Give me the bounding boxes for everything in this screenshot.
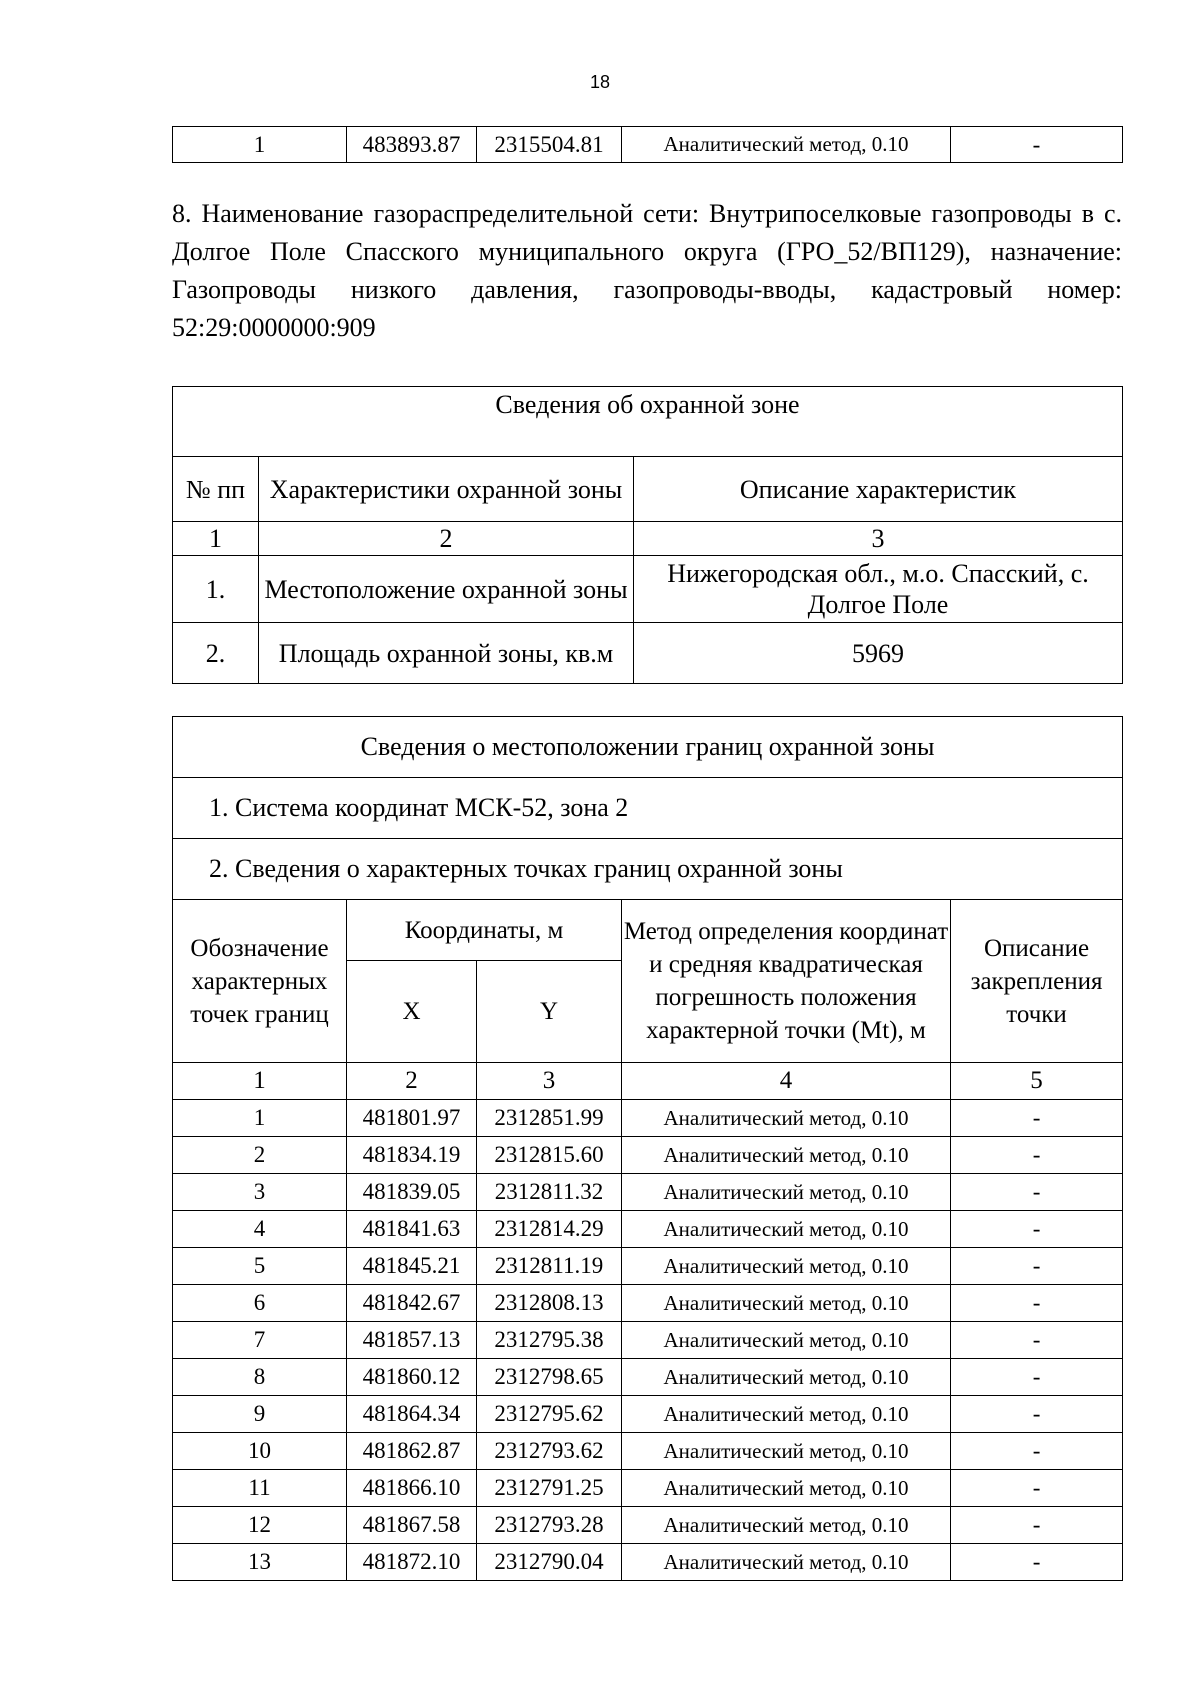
table-row (173, 1285, 1123, 1322)
method-cell: Аналитический метод, 0.10 (622, 1396, 951, 1433)
point-cell: 10 (173, 1433, 347, 1470)
method-cell: Аналитический метод, 0.10 (622, 1322, 951, 1359)
y-cell: 2312793.28 (477, 1507, 622, 1544)
table-row (173, 1211, 1123, 1248)
coord-system: 1. Система координат МСК-52, зона 2 (173, 778, 1123, 839)
fixing-cell: - (951, 127, 1123, 163)
method-cell: Аналитический метод, 0.10 (622, 1433, 951, 1470)
table-row (173, 1396, 1123, 1433)
fixing-cell: - (951, 1359, 1123, 1396)
table-row (173, 1100, 1123, 1137)
header-fixing: Описание закрепления точки (951, 900, 1123, 1063)
network-description: 8. Наименование газораспределительной сети: Внутрипоселковые газопроводы в с. Долгое Поле Спасского муниципального округа (ГРО_52/ВП129), назначение: Газопроводы низкого давления, газопроводы-вводы, кадастровый номер: 52:29:0000000:909 (172, 199, 1122, 342)
method-cell: Аналитический метод, 0.10 (622, 1507, 951, 1544)
header-characteristic: Характеристики охранной зоны (259, 457, 634, 522)
fixing-cell: - (951, 1433, 1123, 1470)
x-cell: 481857.13 (347, 1322, 477, 1359)
method-cell: Аналитический метод, 0.10 (622, 1174, 951, 1211)
point-cell: 7 (173, 1322, 347, 1359)
protection-zone-table (172, 386, 1123, 684)
table-row (173, 1359, 1123, 1396)
table-row (173, 1433, 1123, 1470)
x-cell: 481872.10 (347, 1544, 477, 1581)
boundary-table-title: Сведения о местоположении границ охранной зоны (173, 717, 1123, 778)
boundary-rows (173, 1100, 1123, 1581)
table-row (173, 1470, 1123, 1507)
y-cell: 2312798.65 (477, 1359, 622, 1396)
row-description: 5969 (634, 623, 1123, 684)
x-cell: 481839.05 (347, 1174, 477, 1211)
row-num: 1. (173, 556, 259, 623)
y-cell: 2312811.19 (477, 1248, 622, 1285)
column-number: 1 (173, 1063, 347, 1100)
header-method: Метод определения координат и средняя квадратическая погрешность положения характерной точки (Mt), м (622, 900, 951, 1063)
x-cell: 481862.87 (347, 1433, 477, 1470)
row-num: 2. (173, 623, 259, 684)
table-row (173, 1174, 1123, 1211)
column-number: 4 (622, 1063, 951, 1100)
point-cell: 11 (173, 1470, 347, 1507)
fixing-cell: - (951, 1248, 1123, 1285)
fixing-cell: - (951, 1544, 1123, 1581)
header-coordinates: Координаты, м (347, 900, 622, 961)
page-number: 18 (589, 72, 611, 92)
y-cell: 2312808.13 (477, 1285, 622, 1322)
point-cell: 8 (173, 1359, 347, 1396)
column-number: 3 (477, 1063, 622, 1100)
x-cell: 483893.87 (347, 127, 477, 163)
x-cell: 481801.97 (347, 1100, 477, 1137)
column-number: 2 (259, 522, 634, 556)
header-y: Y (477, 961, 622, 1063)
zone-table-title: Сведения об охранной зоне (173, 387, 1123, 457)
y-cell: 2312790.04 (477, 1544, 622, 1581)
point-cell: 6 (173, 1285, 347, 1322)
table-row (173, 1322, 1123, 1359)
fixing-cell: - (951, 1211, 1123, 1248)
y-cell: 2312814.29 (477, 1211, 622, 1248)
point-cell: 5 (173, 1248, 347, 1285)
points-title: 2. Сведения о характерных точках границ охранной зоны (173, 839, 1123, 900)
x-cell: 481867.58 (347, 1507, 477, 1544)
table-row (173, 1507, 1123, 1544)
column-number: 1 (173, 522, 259, 556)
y-cell: 2312791.25 (477, 1470, 622, 1507)
x-cell: 481834.19 (347, 1137, 477, 1174)
point-cell: 2 (173, 1137, 347, 1174)
table-row (173, 127, 1123, 163)
x-cell: 481866.10 (347, 1470, 477, 1507)
fixing-cell: - (951, 1470, 1123, 1507)
method-cell: Аналитический метод, 0.10 (622, 1285, 951, 1322)
method-cell: Аналитический метод, 0.10 (622, 1137, 951, 1174)
point-cell: 9 (173, 1396, 347, 1433)
fixing-cell: - (951, 1396, 1123, 1433)
header-designation: Обозначение характерных точек границ (173, 900, 347, 1063)
table-row (173, 1544, 1123, 1581)
column-number: 2 (347, 1063, 477, 1100)
fixing-cell: - (951, 1174, 1123, 1211)
y-cell: 2312795.38 (477, 1322, 622, 1359)
y-cell: 2312793.62 (477, 1433, 622, 1470)
x-cell: 481841.63 (347, 1211, 477, 1248)
y-cell: 2312851.99 (477, 1100, 622, 1137)
fixing-cell: - (951, 1507, 1123, 1544)
table-row (173, 1248, 1123, 1285)
header-description: Описание характеристик (634, 457, 1123, 522)
point-cell: 1 (173, 1100, 347, 1137)
method-cell: Аналитический метод, 0.10 (622, 1359, 951, 1396)
column-number: 3 (634, 522, 1123, 556)
point-cell: 1 (173, 127, 347, 163)
y-cell: 2312795.62 (477, 1396, 622, 1433)
boundary-points-table (172, 716, 1123, 1581)
header-x: X (347, 961, 477, 1063)
table-row (173, 556, 1123, 623)
row-description: Нижегородская обл., м.о. Спасский, с. Долгое Поле (634, 556, 1123, 623)
fixing-cell: - (951, 1100, 1123, 1137)
table-row (173, 1137, 1123, 1174)
x-cell: 481842.67 (347, 1285, 477, 1322)
point-cell: 4 (173, 1211, 347, 1248)
method-cell: Аналитический метод, 0.10 (622, 1248, 951, 1285)
x-cell: 481860.12 (347, 1359, 477, 1396)
table-row (173, 623, 1123, 684)
fixing-cell: - (951, 1285, 1123, 1322)
row-characteristic: Площадь охранной зоны, кв.м (259, 623, 634, 684)
header-num: № пп (173, 457, 259, 522)
method-cell: Аналитический метод, 0.10 (622, 1100, 951, 1137)
fixing-cell: - (951, 1322, 1123, 1359)
x-cell: 481864.34 (347, 1396, 477, 1433)
point-cell: 12 (173, 1507, 347, 1544)
x-cell: 481845.21 (347, 1248, 477, 1285)
method-cell: Аналитический метод, 0.10 (622, 127, 951, 163)
point-cell: 13 (173, 1544, 347, 1581)
point-cell: 3 (173, 1174, 347, 1211)
continuation-table (172, 126, 1123, 163)
method-cell: Аналитический метод, 0.10 (622, 1470, 951, 1507)
y-cell: 2312815.60 (477, 1137, 622, 1174)
y-cell: 2312811.32 (477, 1174, 622, 1211)
row-characteristic: Местоположение охранной зоны (259, 556, 634, 623)
y-cell: 2315504.81 (477, 127, 622, 163)
method-cell: Аналитический метод, 0.10 (622, 1544, 951, 1581)
method-cell: Аналитический метод, 0.10 (622, 1211, 951, 1248)
fixing-cell: - (951, 1137, 1123, 1174)
column-number: 5 (951, 1063, 1123, 1100)
